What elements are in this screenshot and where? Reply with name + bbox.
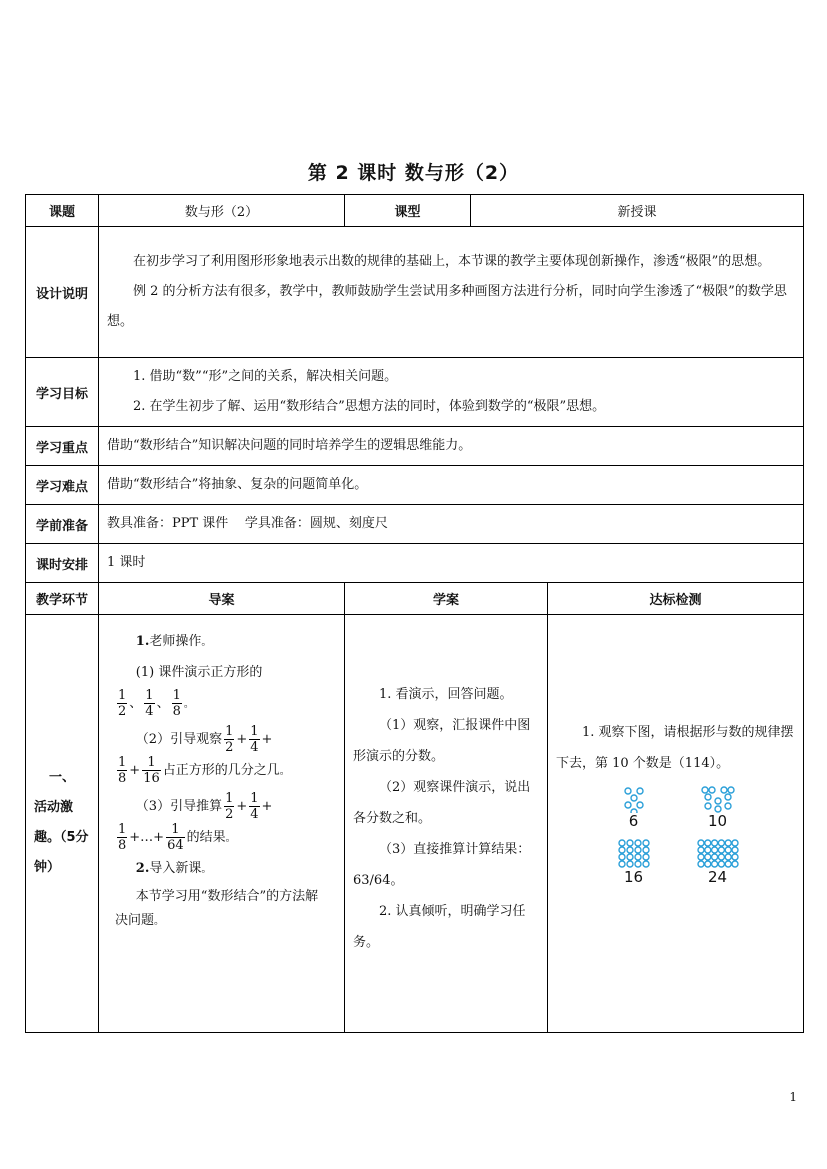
dot bbox=[637, 788, 643, 794]
dot bbox=[718, 847, 724, 853]
dot bbox=[728, 787, 734, 793]
row-prep bbox=[26, 505, 804, 544]
dot-pattern-1 bbox=[601, 785, 667, 829]
test-cell bbox=[548, 615, 804, 1033]
row-difficult bbox=[26, 466, 804, 505]
header-study: 学案 bbox=[345, 583, 548, 615]
dot bbox=[619, 854, 625, 860]
dot-pattern-4 bbox=[685, 837, 751, 885]
dot bbox=[702, 787, 708, 793]
header-test: 达标检测 bbox=[548, 583, 804, 615]
dot bbox=[725, 803, 731, 809]
dot bbox=[635, 840, 641, 846]
dot bbox=[635, 847, 641, 853]
guide-sub-1: (1) 课件演示正方形的 bbox=[135, 665, 263, 680]
row-key bbox=[26, 427, 804, 466]
dot bbox=[643, 840, 649, 846]
dot bbox=[709, 787, 715, 793]
dot bbox=[718, 854, 724, 860]
dot-group-6 bbox=[618, 785, 650, 813]
dot bbox=[637, 802, 643, 808]
study-cell bbox=[345, 615, 548, 1033]
guide-step-1-title: 老师操作 bbox=[149, 634, 202, 649]
dot bbox=[705, 803, 711, 809]
dot bbox=[725, 840, 731, 846]
lesson-plan-table bbox=[25, 194, 804, 1033]
row-topic bbox=[26, 195, 804, 227]
dot bbox=[627, 847, 633, 853]
row-stage-1 bbox=[26, 615, 804, 1033]
topic-value: 数与形（2） bbox=[99, 195, 345, 227]
dot bbox=[725, 847, 731, 853]
stage-1-number: 一、 bbox=[48, 770, 75, 785]
time-text: 1 课时 bbox=[99, 544, 804, 583]
header-guide: 导案 bbox=[99, 583, 345, 615]
page-number: 1 bbox=[789, 1090, 797, 1104]
row-time bbox=[26, 544, 804, 583]
design-paragraph-2: 例 2 的分析方法有很多，教学中，教师鼓励学生尝试用多种画图方法进行分析，同时向学生渗透了“极限”的数学思想。 bbox=[107, 284, 787, 329]
study-item-1: 1. 看演示，回答问题。 bbox=[379, 687, 513, 702]
dot bbox=[725, 854, 731, 860]
dot bbox=[704, 861, 710, 867]
dot bbox=[704, 840, 710, 846]
dot bbox=[711, 861, 717, 867]
key-text: 借助“数形结合”知识解决问题的同时培养学生的逻辑思维能力。 bbox=[99, 427, 804, 466]
fraction-1-4: $\frac{1}{4}$ bbox=[145, 688, 154, 719]
dot bbox=[619, 847, 625, 853]
dot bbox=[627, 861, 633, 867]
label-design: 设计说明 bbox=[26, 227, 99, 358]
difficult-text: 借助“数形结合”将抽象、复杂的问题简单化。 bbox=[99, 466, 804, 505]
dot-count-2: 10 bbox=[707, 812, 728, 830]
guide-sub-2-text: （2）引导观察 bbox=[135, 732, 223, 747]
dot-pattern-figure bbox=[601, 785, 751, 885]
goal-item-2: 2. 在学生初步了解、运用“数形结合”思想方法的同时，体验到数学的“极限”思想。 bbox=[133, 399, 606, 414]
dot bbox=[619, 861, 625, 867]
dot bbox=[732, 854, 738, 860]
guide-sub-3-text: （3）引导推算 bbox=[135, 799, 223, 814]
dot bbox=[705, 794, 711, 800]
dot bbox=[725, 861, 731, 867]
stage-1-title: 活动激趣。（5分钟） bbox=[34, 800, 89, 875]
dot bbox=[643, 847, 649, 853]
dot bbox=[711, 854, 717, 860]
guide-step-2-title: 导入新课 bbox=[149, 861, 202, 876]
dot-pattern-2 bbox=[685, 785, 751, 829]
dot bbox=[627, 840, 633, 846]
dot-group-16 bbox=[616, 837, 652, 869]
dot-pattern-3 bbox=[601, 837, 667, 885]
dot bbox=[721, 787, 727, 793]
dot-count-3: 16 bbox=[623, 868, 644, 886]
design-paragraph-1: 在初步学习了利用图形形象地表示出数的规律的基础上，本节课的教学主要体现创新操作，渗透“极限”的思想。 bbox=[133, 254, 771, 269]
dot-count-1: 6 bbox=[628, 812, 639, 830]
study-item-4: （3）直接推算计算结果：63/64。 bbox=[353, 842, 531, 888]
guide-cell bbox=[99, 615, 345, 1033]
type-value: 新授课 bbox=[471, 195, 804, 227]
dot bbox=[711, 847, 717, 853]
stage-1-name bbox=[26, 615, 99, 1033]
dot bbox=[732, 861, 738, 867]
dot bbox=[718, 861, 724, 867]
dot bbox=[711, 840, 717, 846]
dot bbox=[643, 861, 649, 867]
row-design bbox=[26, 227, 804, 358]
dot bbox=[725, 794, 731, 800]
dot bbox=[631, 795, 637, 801]
label-prep: 学前准备 bbox=[26, 505, 99, 544]
dot bbox=[698, 840, 704, 846]
dot bbox=[619, 840, 625, 846]
header-stage: 教学环节 bbox=[26, 583, 99, 615]
study-item-3: （2）观察课件演示，说出各分数之和。 bbox=[353, 780, 531, 826]
dot bbox=[715, 798, 721, 804]
dot bbox=[625, 788, 631, 794]
fraction-1-8: $\frac{1}{8}$ bbox=[172, 688, 181, 719]
dot bbox=[698, 861, 704, 867]
dot bbox=[627, 854, 633, 860]
dot-group-10 bbox=[698, 785, 738, 813]
dot bbox=[704, 847, 710, 853]
dot-count-4: 24 bbox=[707, 868, 728, 886]
dot bbox=[635, 861, 641, 867]
label-key: 学习重点 bbox=[26, 427, 99, 466]
page-title: 第 2 课时 数与形（2） bbox=[307, 162, 520, 184]
study-item-5: 2. 认真倾听，明确学习任务。 bbox=[353, 904, 526, 950]
dot bbox=[635, 854, 641, 860]
guide-sub-2-cont: $\frac{1}{8}$ + $\frac{1}{16}$ 占正方形的几分之几。 bbox=[118, 755, 290, 786]
label-goals: 学习目标 bbox=[26, 358, 99, 427]
guide-sub-1-fractions: $\frac{1}{2}$ 、 $\frac{1}{4}$ 、 $\frac{1}{8}$ 。 bbox=[118, 688, 194, 719]
test-question: 1. 观察下图，请根据形与数的规律摆下去，第 10 个数是（114）。 bbox=[556, 725, 794, 771]
guide-sub-3: （3）引导推算 $\frac{1}{2}$ + $\frac{1}{4}$ + bbox=[135, 791, 273, 822]
dot-group-24 bbox=[696, 837, 740, 869]
dot bbox=[698, 847, 704, 853]
row-goals bbox=[26, 358, 804, 427]
guide-step-2-text: 本节学习用“数形结合”的方法解决问题。 bbox=[115, 889, 319, 928]
study-item-2: （1）观察，汇报课件中图形演示的分数。 bbox=[353, 718, 531, 764]
guide-step-1-num: 1. bbox=[135, 634, 150, 649]
dot bbox=[732, 847, 738, 853]
label-type: 课型 bbox=[345, 195, 471, 227]
guide-step-2: 2.导入新课。 bbox=[135, 861, 212, 876]
guide-sub-3-cont: $\frac{1}{8}$ +…+ $\frac{1}{64}$ 的结果。 bbox=[118, 822, 236, 853]
goal-item-1: 1. 借助“数”“形”之间的关系，解决相关问题。 bbox=[133, 369, 398, 384]
row-header bbox=[26, 583, 804, 615]
label-difficult: 学习难点 bbox=[26, 466, 99, 505]
fraction-1-2: $\frac{1}{2}$ bbox=[118, 688, 127, 719]
dot bbox=[698, 854, 704, 860]
guide-step-1: 1.老师操作。 bbox=[135, 634, 212, 649]
dot bbox=[732, 840, 738, 846]
dot bbox=[718, 840, 724, 846]
label-time: 课时安排 bbox=[26, 544, 99, 583]
guide-sub-2-question: 占正方形的几分之几 bbox=[162, 763, 280, 778]
dot bbox=[704, 854, 710, 860]
prep-text: 教具准备：PPT 课件 学具准备：圆规、刻度尺 bbox=[99, 505, 804, 544]
dot bbox=[625, 802, 631, 808]
goals-text bbox=[99, 358, 804, 427]
design-text bbox=[99, 227, 804, 358]
dot bbox=[643, 854, 649, 860]
guide-sub-3-result: 的结果 bbox=[186, 830, 226, 845]
guide-sub-2: （2）引导观察 $\frac{1}{2}$ + $\frac{1}{4}$ + bbox=[135, 724, 273, 755]
label-topic: 课题 bbox=[26, 195, 99, 227]
